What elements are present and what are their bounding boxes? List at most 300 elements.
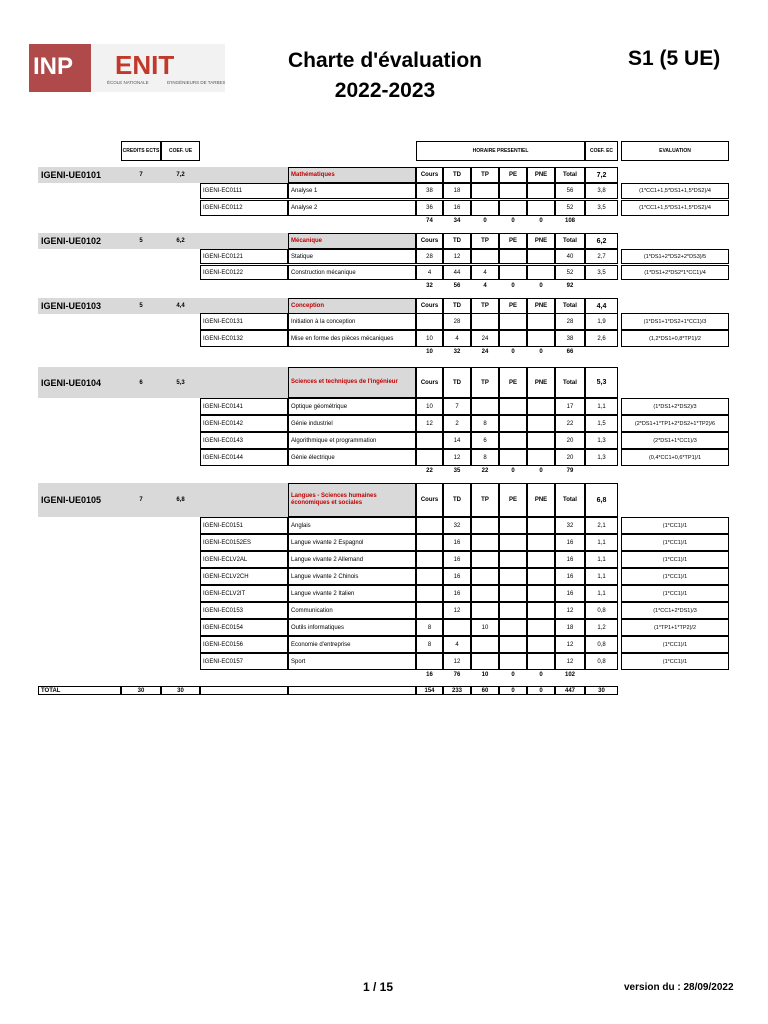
ec-hours-td: 4 [443,330,471,347]
ue-coef: 7,2 [176,172,185,178]
ec-hours-tp [471,313,499,330]
ec-hours-td: 16 [443,200,471,216]
ec-code: IGENI-ECLV2CH [200,568,288,585]
ec-coef: 1,5 [585,415,618,432]
hours-header-pe: PE [499,367,527,398]
ec-evaluation: (1*CC1)/1 [621,585,729,602]
ec-name: Génie industriel [288,415,416,432]
grand-total-td: 233 [443,686,471,695]
hours-header-pne: PNE [527,483,555,517]
hours-header-cours: Cours [416,233,443,249]
ue-total-total: 92 [566,283,574,289]
ue-credits: 7 [139,497,143,503]
ec-hours-td: 16 [443,568,471,585]
ec-hours-tp: 24 [471,330,499,347]
ec-code: IGENI-EC0111 [200,183,288,199]
ue-total-pne: 0 [539,283,543,289]
grand-total-pne: 0 [527,686,555,695]
ec-evaluation: (1*CC1+1,5*DS1+1,5*DS2)/4 [621,183,729,199]
ec-hours-td: 14 [443,432,471,449]
ue-coef-total: 6,2 [585,233,618,249]
ue-total-tp: 4 [483,283,487,289]
ec-name: Langue vivante 2 Espagnol [288,534,416,551]
ec-hours-pne [527,568,555,585]
hours-header-cours: Cours [416,367,443,398]
ec-hours-pne [527,602,555,619]
ec-code: IGENI-EC0142 [200,415,288,432]
ue-total-total: 108 [564,218,575,224]
ec-name: Optique géométrique [288,398,416,415]
ue-total-cours: 10 [426,349,433,355]
ec-hours-td: 44 [443,265,471,280]
ec-hours-pe [499,551,527,568]
hours-header-tp: TP [471,233,499,249]
version-date: version du : 28/09/2022 [624,982,734,993]
ec-hours-total: 40 [555,249,585,264]
ue-credits: 5 [139,238,143,244]
ec-hours-tp [471,183,499,199]
ec-code: IGENI-EC0141 [200,398,288,415]
ec-name: Analyse 2 [288,200,416,216]
ue-code: IGENI-UE0101 [41,170,102,180]
hours-header-total: Total [555,233,585,249]
ec-hours-cours [416,568,443,585]
hours-header-td: TD [443,367,471,398]
hours-header-td: TD [443,233,471,249]
ec-hours-total: 28 [555,313,585,330]
ec-hours-tp [471,249,499,264]
ec-hours-total: 52 [555,200,585,216]
grand-total-coef: 30 [161,686,200,695]
ec-hours-total: 22 [555,415,585,432]
grand-total-cours: 154 [416,686,443,695]
ec-hours-cours: 8 [416,619,443,636]
ue-total-pe: 0 [511,283,515,289]
ec-code: IGENI-EC0153 [200,602,288,619]
ec-hours-td [443,619,471,636]
ec-hours-td: 16 [443,534,471,551]
ue-coef-total: 7,2 [585,167,618,183]
hours-header-pne: PNE [527,233,555,249]
hours-header-total: Total [555,298,585,314]
ue-total-td: 56 [453,283,461,289]
ec-hours-tp [471,636,499,653]
ec-hours-pne [527,415,555,432]
hours-header-cours: Cours [416,483,443,517]
ec-coef: 1,1 [585,534,618,551]
ec-code: IGENI-EC0121 [200,249,288,264]
ec-name: Langue vivante 2 Allemand [288,551,416,568]
grand-total-credits: 30 [121,686,161,695]
ec-hours-pne [527,619,555,636]
ec-hours-total: 20 [555,432,585,449]
ec-code: IGENI-EC0143 [200,432,288,449]
ue-total-tp: 0 [483,218,487,224]
ec-hours-td: 12 [443,249,471,264]
ue-total-pe: 0 [511,468,515,474]
hours-header-pne: PNE [527,367,555,398]
ec-hours-total: 12 [555,602,585,619]
ec-hours-cours: 10 [416,330,443,347]
ec-hours-total: 16 [555,585,585,602]
hours-header-cours: Cours [416,298,443,314]
ec-hours-pe [499,585,527,602]
ue-total-cours: 32 [426,283,433,289]
ec-evaluation: (1*CC1)/1 [621,517,729,534]
ec-hours-pe [499,517,527,534]
ec-hours-cours [416,449,443,466]
grand-total-coef-ec: 30 [585,686,618,695]
ue-coef: 4,4 [176,303,185,309]
ec-hours-total: 56 [555,183,585,199]
ue-coef-total: 4,4 [585,298,618,314]
ec-coef: 1,1 [585,568,618,585]
ec-evaluation: (1*CC1)/1 [621,653,729,670]
ec-hours-total: 38 [555,330,585,347]
ue-total-total: 79 [566,468,574,474]
ec-evaluation: (1*CC1)/1 [621,534,729,551]
ec-coef: 3,8 [585,183,618,199]
ec-code: IGENI-EC0131 [200,313,288,330]
ec-hours-cours [416,585,443,602]
ec-evaluation: (1*DS1+2*DS2)/3 [621,398,729,415]
ec-hours-tp: 6 [471,432,499,449]
ec-evaluation: (1*CC1)/1 [621,551,729,568]
ec-coef: 3,5 [585,265,618,280]
ue-name: Mécanique [288,233,416,249]
svg-text:ENIT: ENIT [115,50,175,80]
ue-total-pe: 0 [511,672,515,678]
ec-hours-tp [471,398,499,415]
ec-hours-pne [527,636,555,653]
ec-code: IGENI-EC0156 [200,636,288,653]
ec-hours-total: 17 [555,398,585,415]
semester-label: S1 (5 UE) [628,47,721,70]
ec-code: IGENI-EC0152ES [200,534,288,551]
ec-code: IGENI-ECLV2IT [200,585,288,602]
ec-coef: 1,1 [585,398,618,415]
ec-coef: 1,1 [585,551,618,568]
ec-hours-cours: 12 [416,415,443,432]
grand-total-label: TOTAL [38,686,121,695]
ec-code: IGENI-EC0157 [200,653,288,670]
ec-hours-total: 12 [555,653,585,670]
ec-hours-td: 32 [443,517,471,534]
ue-total-pne: 0 [539,349,543,355]
ec-hours-pne [527,313,555,330]
ec-hours-tp [471,517,499,534]
hours-header-pe: PE [499,233,527,249]
ec-hours-total: 32 [555,517,585,534]
ec-evaluation: (1*CC1+1,5*DS1+1,5*DS2)/4 [621,200,729,216]
ec-hours-tp [471,653,499,670]
ue-credits: 6 [139,379,143,386]
grand-total-tp: 60 [471,686,499,695]
ec-hours-pe [499,265,527,280]
ec-name: Sport [288,653,416,670]
hours-header-tp: TP [471,367,499,398]
ue-total-pne: 0 [539,468,543,474]
hours-header-td: TD [443,483,471,517]
ec-hours-td: 12 [443,653,471,670]
ec-hours-cours [416,551,443,568]
ec-coef: 3,5 [585,200,618,216]
ec-hours-pne [527,183,555,199]
ue-total-td: 76 [453,672,461,678]
ec-evaluation: (1*CC1)/1 [621,568,729,585]
ec-hours-total: 52 [555,265,585,280]
ue-total-total: 66 [566,349,574,355]
ec-code: IGENI-EC0122 [200,265,288,280]
ec-hours-td: 4 [443,636,471,653]
col-header-evaluation: EVALUATION [621,141,729,161]
hours-header-pe: PE [499,298,527,314]
ue-total-pne: 0 [539,218,543,224]
ec-evaluation: (1*DS1+1*DS2+1*CC1)/3 [621,313,729,330]
hours-header-total: Total [555,167,585,183]
ec-hours-pe [499,415,527,432]
ec-name: Statique [288,249,416,264]
hours-header-tp: TP [471,298,499,314]
hours-header-tp: TP [471,483,499,517]
ec-hours-tp: 8 [471,415,499,432]
ec-hours-pe [499,534,527,551]
ec-hours-pne [527,653,555,670]
ue-code: IGENI-UE0105 [41,495,102,505]
ec-name: Algorithmique et programmation [288,432,416,449]
ec-coef: 2,6 [585,330,618,347]
ec-evaluation: (2*DS1+1*TP1+2*DS2+1*TP2)/6 [621,415,729,432]
hours-header-pne: PNE [527,167,555,183]
col-header-coef-ec: COEF. EC [585,141,618,161]
ec-evaluation: (1*CC1+2*DS1)/3 [621,602,729,619]
ue-total-cours: 74 [426,218,433,224]
ec-coef: 2,1 [585,517,618,534]
hours-header-pne: PNE [527,298,555,314]
ec-code: IGENI-EC0144 [200,449,288,466]
ec-hours-pe [499,636,527,653]
ue-total-td: 34 [453,218,461,224]
grand-total-blank [288,686,416,695]
ec-name: Analyse 1 [288,183,416,199]
svg-text:D'INGÉNIEURS DE TARBES: D'INGÉNIEURS DE TARBES [167,80,225,85]
ec-hours-tp: 4 [471,265,499,280]
ec-hours-pe [499,249,527,264]
ec-name: Construction mécanique [288,265,416,280]
ec-name: Génie électrique [288,449,416,466]
grand-total-blank [200,686,288,695]
ec-hours-cours [416,602,443,619]
page-number: 1 / 15 [363,980,394,994]
ec-hours-pne [527,330,555,347]
ec-code: IGENI-EC0154 [200,619,288,636]
ue-coef-total: 5,3 [585,367,618,398]
hours-header-tp: TP [471,167,499,183]
ue-code: IGENI-UE0103 [41,301,102,311]
ec-name: Outils informatiques [288,619,416,636]
ec-name: Anglais [288,517,416,534]
ec-hours-pe [499,602,527,619]
ec-hours-cours [416,517,443,534]
ec-hours-tp: 8 [471,449,499,466]
ec-hours-td: 18 [443,183,471,199]
ue-total-tp: 10 [481,672,489,678]
ec-name: Mise en forme des pièces mécaniques [288,330,416,347]
ec-hours-pe [499,330,527,347]
ec-evaluation: (1*DS1+2*DS2+2*DS3)/5 [621,249,729,264]
ue-credits: 7 [139,172,143,178]
ec-hours-pne [527,517,555,534]
grand-total-total: 447 [555,686,585,695]
ec-hours-pne [527,249,555,264]
ec-code: IGENI-EC0151 [200,517,288,534]
ec-coef: 1,3 [585,432,618,449]
col-header-credits: CREDITS ECTS [121,141,161,161]
svg-text:INP: INP [33,53,74,80]
ue-code: IGENI-UE0102 [41,236,102,246]
ue-total-tp: 24 [481,349,489,355]
ec-hours-pe [499,200,527,216]
ec-coef: 1,1 [585,585,618,602]
ec-hours-tp [471,585,499,602]
ue-total-td: 35 [453,468,461,474]
ec-hours-td: 12 [443,449,471,466]
ue-total-cours: 22 [426,468,433,474]
ec-coef: 0,8 [585,653,618,670]
ec-hours-tp: 10 [471,619,499,636]
ec-hours-cours: 8 [416,636,443,653]
ec-hours-pe [499,432,527,449]
ec-hours-pe [499,183,527,199]
ue-total-cours: 16 [426,672,433,678]
ec-hours-tp [471,551,499,568]
ec-hours-pne [527,585,555,602]
ue-total-tp: 22 [481,468,489,474]
ec-hours-pe [499,619,527,636]
svg-text:ÉCOLE NATIONALE: ÉCOLE NATIONALE [107,80,149,85]
ec-hours-td: 2 [443,415,471,432]
ec-evaluation: (1*DS1+2*DS2*1*CC1)/4 [621,265,729,280]
ec-coef: 2,7 [585,249,618,264]
grand-total-pe: 0 [499,686,527,695]
ec-hours-pe [499,449,527,466]
ec-hours-tp [471,568,499,585]
ec-hours-tp [471,534,499,551]
ue-total-pe: 0 [511,218,515,224]
ec-hours-td: 16 [443,585,471,602]
ec-evaluation: (1,2*DS1+0,8*TP1)/2 [621,330,729,347]
ec-hours-cours: 28 [416,249,443,264]
ec-hours-td: 12 [443,602,471,619]
ue-total-pe: 0 [511,349,515,355]
ec-hours-cours [416,432,443,449]
ue-coef: 5,3 [176,379,185,386]
hours-header-pe: PE [499,167,527,183]
ec-hours-pe [499,653,527,670]
ue-coef: 6,8 [176,497,185,503]
ec-name: Langue vivante 2 Italien [288,585,416,602]
ec-hours-pe [499,568,527,585]
ec-hours-cours [416,653,443,670]
ue-total-total: 102 [564,672,575,678]
ec-name: Langue vivante 2 Chinois [288,568,416,585]
ue-name: Sciences et techniques de l'ingénieur [288,367,416,398]
ec-name: Economie d'entreprise [288,636,416,653]
ec-hours-cours: 10 [416,398,443,415]
ec-name: Communication [288,602,416,619]
ue-total-td: 32 [453,349,461,355]
ec-code: IGENI-EC0132 [200,330,288,347]
ec-hours-pe [499,398,527,415]
ue-credits: 5 [139,303,143,309]
col-header-coef-ue: COEF. UE [161,141,200,161]
ec-hours-total: 12 [555,636,585,653]
ec-hours-pne [527,449,555,466]
title-line-2: 2022-2023 [334,79,436,102]
ec-coef: 1,3 [585,449,618,466]
ec-hours-td: 7 [443,398,471,415]
ue-name: Mathématiques [288,167,416,183]
hours-header-td: TD [443,298,471,314]
hours-header-td: TD [443,167,471,183]
col-header-horaire: HORAIRE PRESENTIEL [416,141,585,161]
ec-hours-pne [527,265,555,280]
ec-hours-total: 18 [555,619,585,636]
ue-coef-total: 6,8 [585,483,618,517]
hours-header-pe: PE [499,483,527,517]
ue-name: Conception [288,298,416,314]
ec-coef: 0,8 [585,636,618,653]
ec-code: IGENI-EC0112 [200,200,288,216]
ec-hours-cours [416,313,443,330]
ec-hours-td: 28 [443,313,471,330]
ec-evaluation: (1*TP1+1*TP2)/2 [621,619,729,636]
ec-hours-total: 20 [555,449,585,466]
ec-evaluation: (1*CC1)/1 [621,636,729,653]
ec-code: IGENI-ECLV2AL [200,551,288,568]
ec-name: Initiation à la conception [288,313,416,330]
title-line-1: Charte d'évaluation [287,49,483,72]
ec-coef: 0,8 [585,602,618,619]
ec-hours-pne [527,551,555,568]
ec-hours-cours [416,534,443,551]
hours-header-total: Total [555,483,585,517]
ec-hours-total: 16 [555,551,585,568]
ec-hours-pne [527,398,555,415]
ue-total-pne: 0 [539,672,543,678]
ec-coef: 1,2 [585,619,618,636]
hours-header-cours: Cours [416,167,443,183]
ec-hours-pne [527,432,555,449]
ec-hours-pne [527,200,555,216]
ec-hours-total: 16 [555,534,585,551]
ue-coef: 6,2 [176,238,185,244]
ec-hours-tp [471,602,499,619]
ec-hours-td: 16 [443,551,471,568]
ec-hours-tp [471,200,499,216]
ec-evaluation: (0,4*CC1+0,6*TP1)/1 [621,449,729,466]
hours-header-total: Total [555,367,585,398]
ec-evaluation: (2*DS1+1*CC1)/3 [621,432,729,449]
ec-hours-cours: 38 [416,183,443,199]
ec-hours-pne [527,534,555,551]
ec-hours-cours: 4 [416,265,443,280]
ec-coef: 1,9 [585,313,618,330]
ec-hours-pe [499,313,527,330]
ue-code: IGENI-UE0104 [41,377,102,388]
ue-name: Langues - Sciences humaines économiques et sociales [288,483,416,517]
ec-hours-cours: 36 [416,200,443,216]
